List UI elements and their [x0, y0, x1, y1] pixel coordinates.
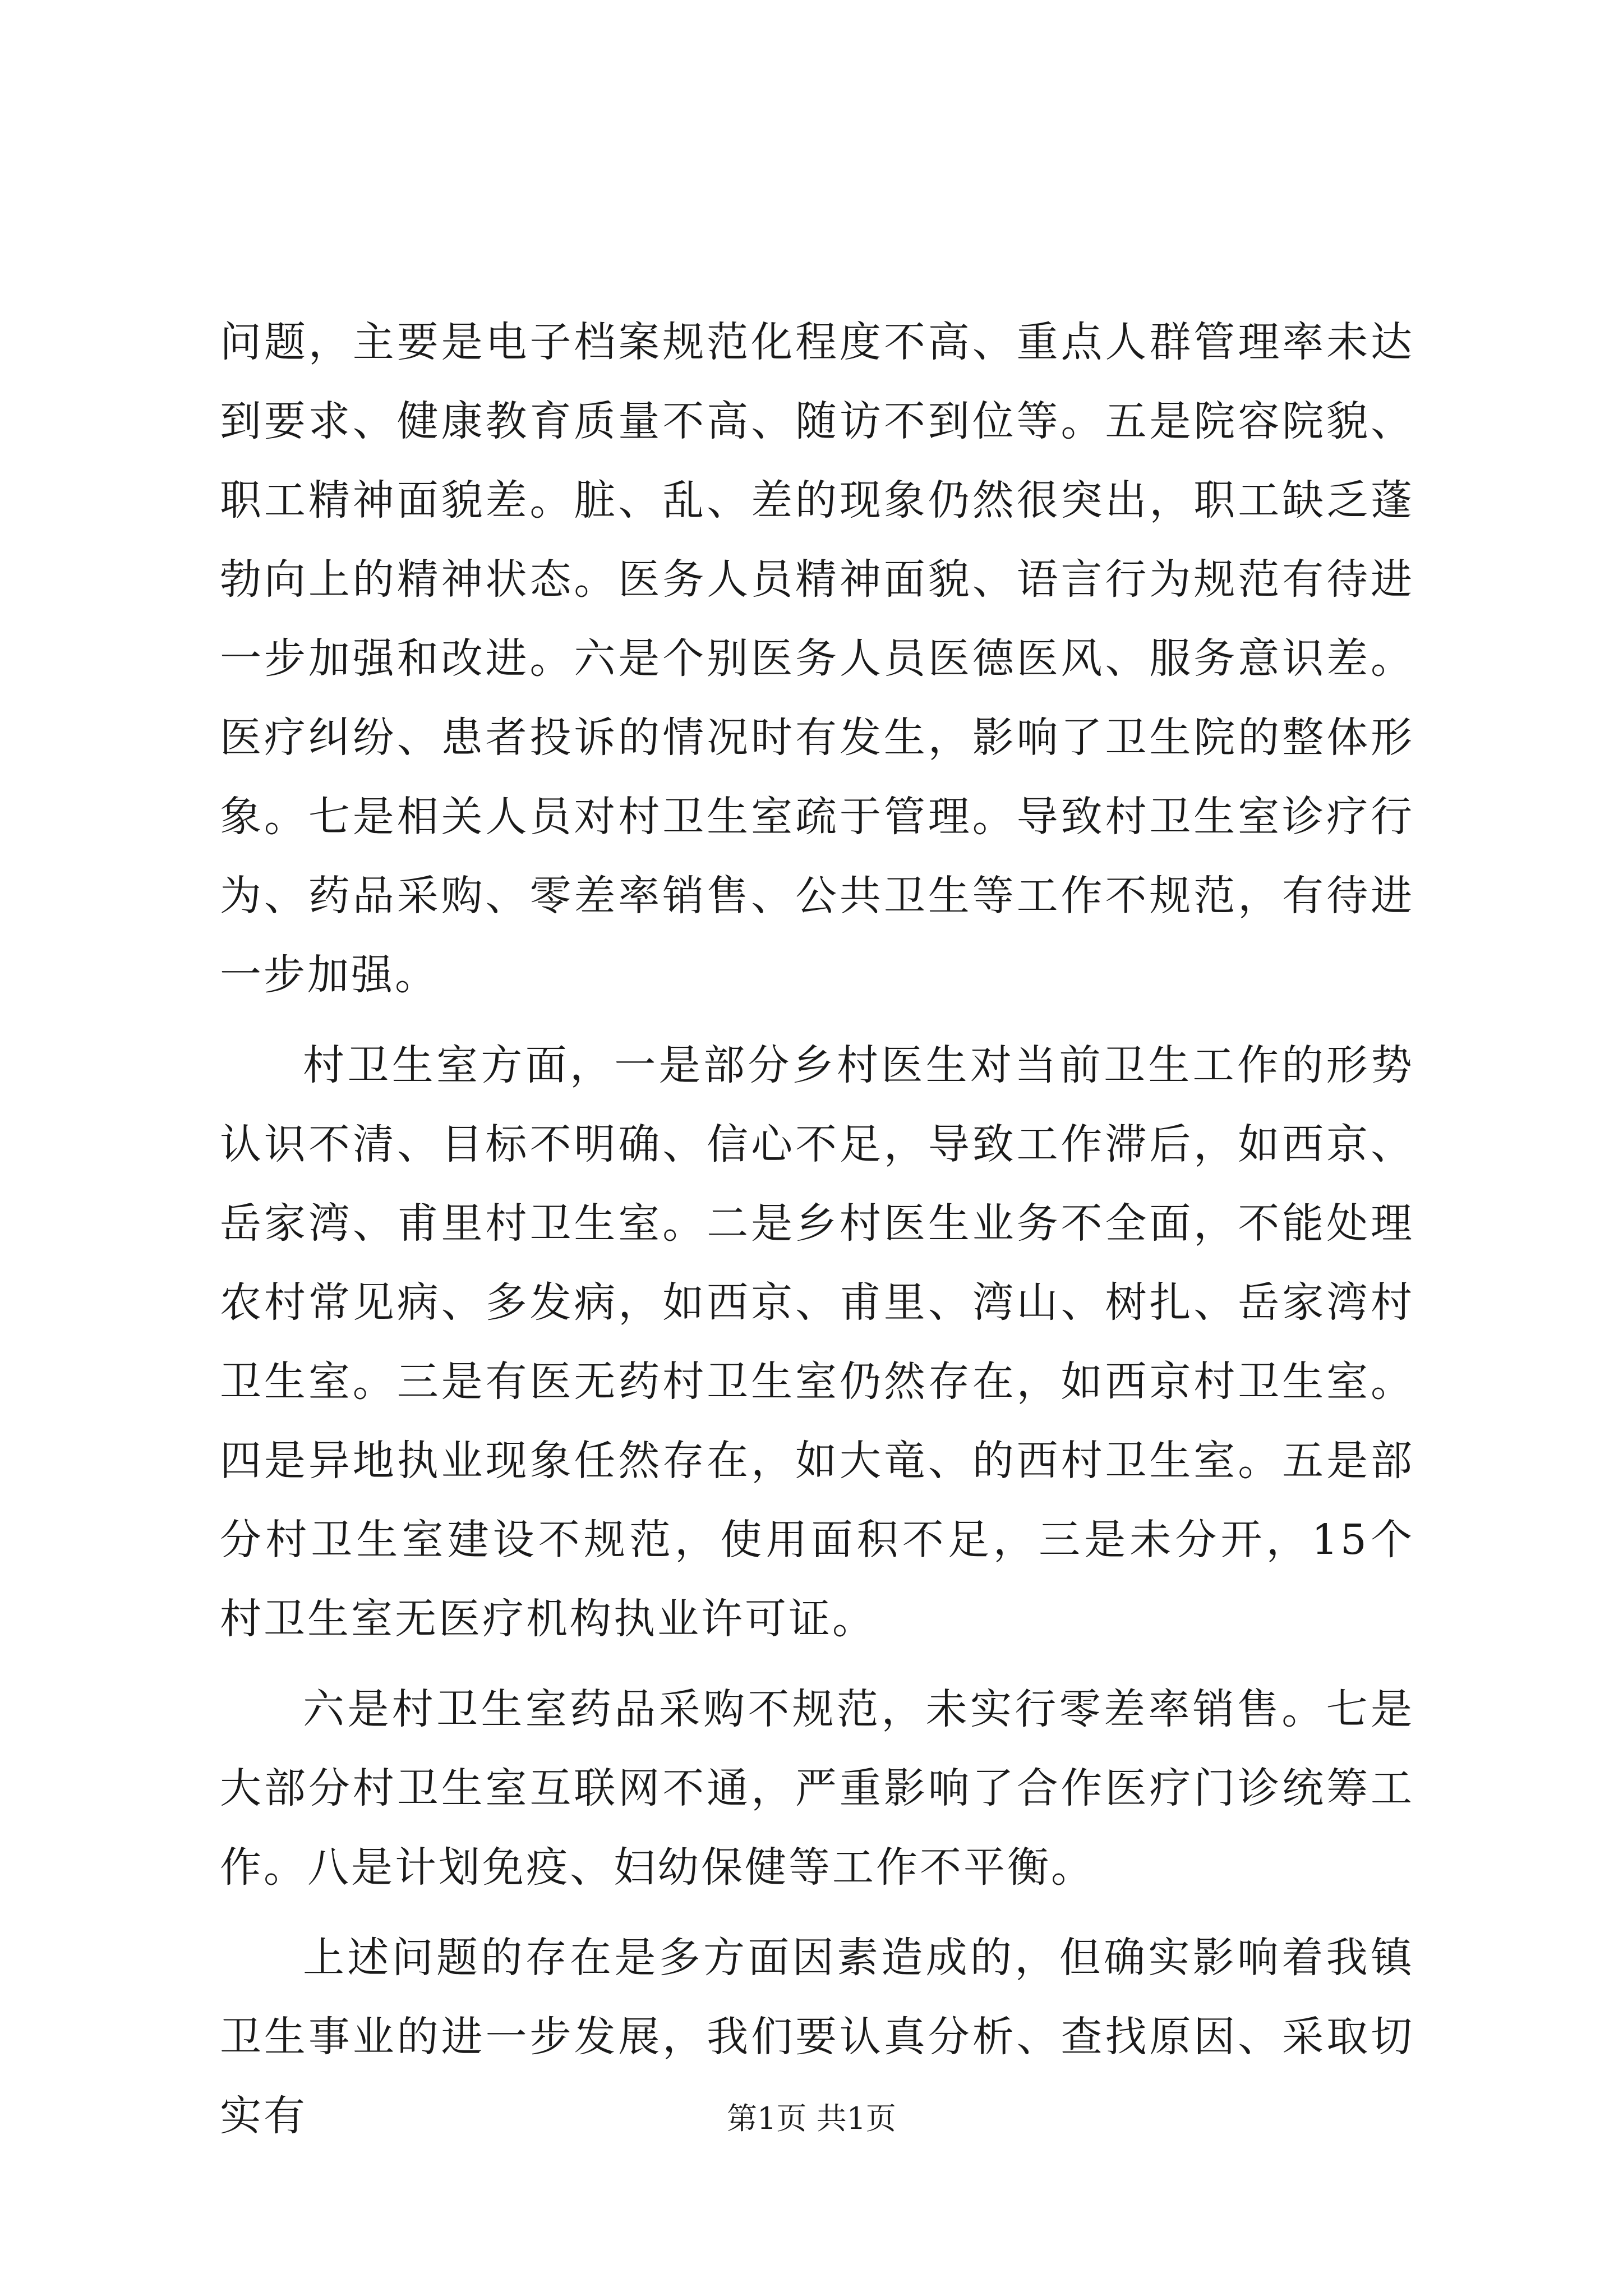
document-body — [220, 303, 1414, 2156]
paragraph-2: 村卫生室方面，一是部分乡村医生对当前卫生工作的形势认识不清、目标不明确、信心不足，导致工作滞后，如西京、岳家湾、甫里村卫生室。二是乡村医生业务不全面，不能处理农村常见病、多发病，如西京、甫里、湾山、树扎、岳家湾村卫生室。三是有医无药村卫生室仍然存在，如西京村卫生室。四是异地执业现象任然存在，如大竜、的西村卫生室。五是部分村卫生室建设不规范，使用面积不足，三是未分开，15个村卫生室无医疗机构执业许可证。 — [220, 1041, 1414, 1643]
paragraph-1: 问题，主要是电子档案规范化程度不高、重点人群管理率未达到要求、健康教育质量不高、随访不到位等。五是院容院貌、职工精神面貌差。脏、乱、差的现象仍然很突出，职工缺乏蓬勃向上的精神状态。医务人员精神面貌、语言行为规范有待进一步加强和改进。六是个别医务人员医德医风、服务意识差。医疗纠纷、患者投诉的情况时有发生，影响了卫生院的整体形象。七是相关人员对村卫生室疏于管理。导致村卫生室诊疗行为、药品采购、零差率销售、公共卫生等工作不规范，有待进一步加强。 — [220, 318, 1414, 999]
page-footer: 第1页 共1页 — [727, 2101, 896, 2136]
paragraph-4: 上述问题的存在是多方面因素造成的，但确实影响着我镇卫生事业的进一步发展，我们要认真分析、查找原因、采取切实有 — [220, 1934, 1414, 2140]
paragraph-3: 六是村卫生室药品采购不规范，未实行零差率销售。七是大部分村卫生室互联网不通，严重影响了合作医疗门诊统筹工作。八是计划免疫、妇幼保健等工作不平衡。 — [220, 1685, 1414, 1892]
